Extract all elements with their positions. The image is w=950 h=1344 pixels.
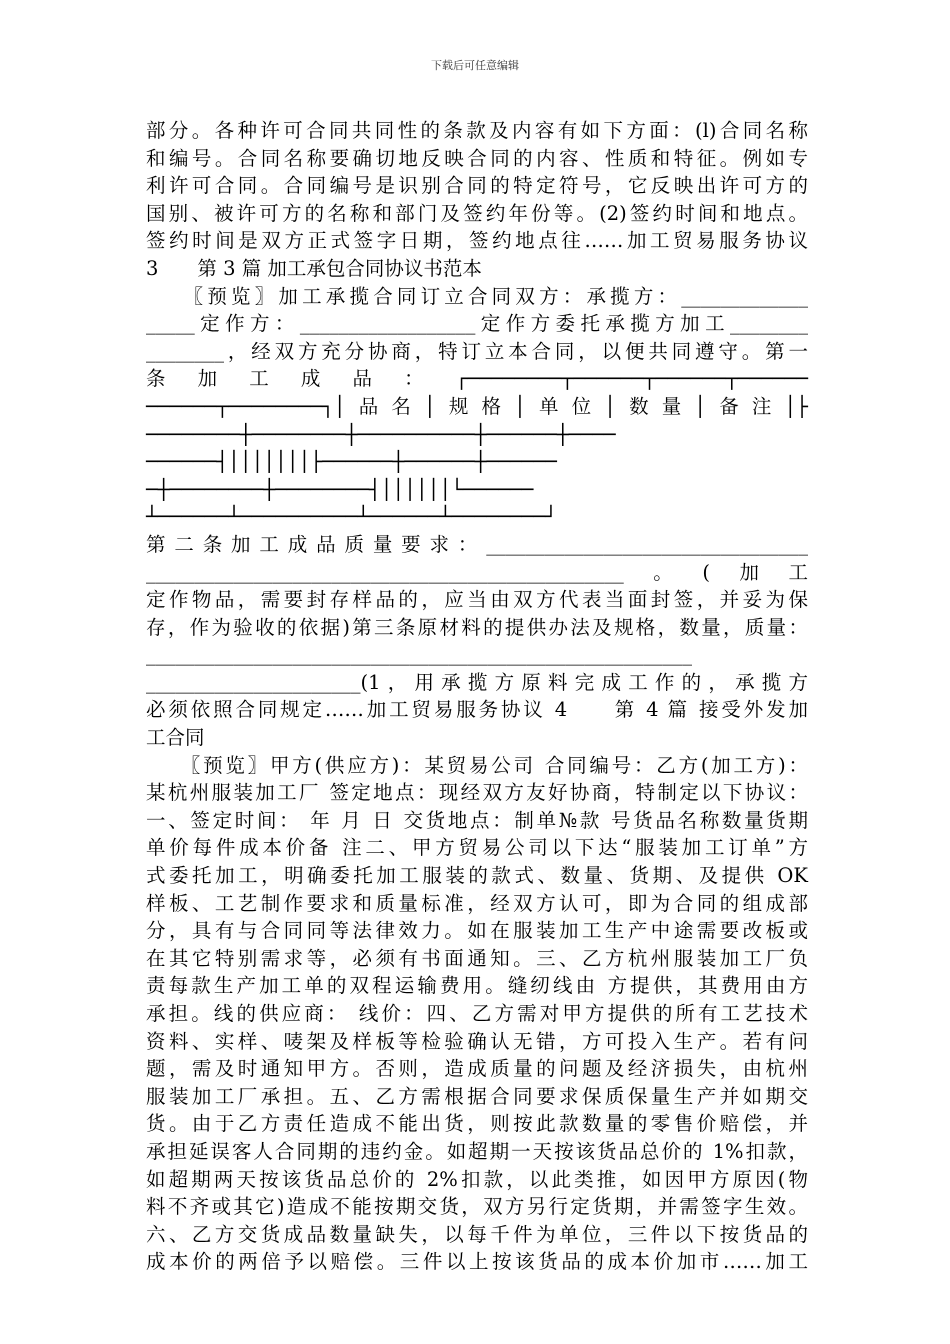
text-line: 〖预览〗加工承揽合同订立合同双方：承揽方：_____________ bbox=[146, 284, 808, 308]
text-line: 存，作为验收的依据)第三条原材料的提供办法及规格，数量，质量： bbox=[146, 615, 808, 639]
table-ascii-line: ──────┬────────┐│品名│规格│单位│数量│备注│├ bbox=[146, 394, 808, 418]
text-line: 部分。各种许可合同共同性的条款及内容有如下方面：(l)合同名称 bbox=[146, 119, 808, 142]
text-line: 承担延误客人合同期的违约金。如超期一天按该货品总价的 1%扣款， bbox=[146, 1139, 808, 1163]
text-line: 单价每件成本价备 注二、甲方贸易公司以下达“服装加工订单”方 bbox=[146, 836, 808, 860]
text-line: 某杭州服装加工厂 签定地点：现经双方友好协商，特制定以下协议： bbox=[146, 781, 808, 805]
text-line: _________________________________________________。(加工 bbox=[146, 560, 808, 584]
text-line: 成本价的两倍予以赔偿。三件以上按该货品的成本价加市……加工 bbox=[146, 1250, 808, 1274]
text-line: 3 第 3 篇 加工承包合同协议书范本 bbox=[146, 256, 482, 280]
text-line: 〖预览〗甲方(供应方)：某贸易公司 合同编号：乙方(加工方)： bbox=[146, 753, 808, 777]
text-line: ______________________(1，用承揽方原料完成工作的，承揽方 bbox=[146, 670, 808, 694]
text-line: 样板、工艺制作要求和质量标准，经双方认可，即为合同的组成部 bbox=[146, 891, 808, 915]
text-line: 料不齐或其它)造成不能按期交货，双方另行定货期，并需签字生效。 bbox=[146, 1195, 808, 1219]
table-ascii-line: ─┼────────┼────────┤││││││└────── bbox=[146, 477, 534, 501]
text-line: 必须依照合同规定……加工贸易服务协议 4 第 4 篇 接受外发加 bbox=[146, 698, 808, 722]
text-line: 如超期两天按该货品总价的 2%扣款，以此类推，如因甲方原因(物 bbox=[146, 1167, 808, 1191]
page-header: 下载后可任意编辑 bbox=[431, 59, 519, 72]
table-ascii-line: ────────┼────────┼──────────┼──────┼──── bbox=[146, 422, 616, 446]
text-line: 服装加工厂承担。五、乙方需根据合同要求保质保量生产并如期交 bbox=[146, 1084, 808, 1108]
text-line: 一、签定时间： 年 月 日 交货地点：制单№款 号货品名称数量货期 bbox=[146, 808, 808, 832]
text-line: 资料、实样、唛架及样板等检验确认无错，方可投入生产。若有问 bbox=[146, 1029, 808, 1053]
text-line: 利许可合同。合同编号是识别合同的特定符号，它反映出许可方的 bbox=[146, 174, 808, 198]
text-line: 货。由于乙方责任造成不能出货，则按此款数量的零售价赔偿，并 bbox=[146, 1112, 808, 1136]
text-line: 六、乙方交货成品数量缺失，以每千件为单位，三件以下按货品的 bbox=[146, 1222, 808, 1246]
text-line: _____定作方：__________________定作方委托承揽方加工________ bbox=[146, 312, 808, 336]
text-line: ________________________________________________________ bbox=[146, 643, 692, 667]
text-line: 定作物品，需要封存样品的，应当由双方代表当面封签，并妥为保 bbox=[146, 588, 808, 612]
text-line: 题，需及时通知甲方。否则，造成质量的问题及经济损失，由杭州 bbox=[146, 1057, 808, 1081]
text-line: 第二条加工成品质量要求：_________________________________ bbox=[146, 532, 808, 556]
document-body bbox=[146, 117, 808, 1276]
text-line: 和编号。合同名称要确切地反映合同的内容、性质和特征。例如专 bbox=[146, 146, 808, 170]
text-line: 式委托加工，明确委托加工服装的款式、数量、货期、及提供 OK bbox=[146, 864, 808, 888]
table-ascii-line: ──────┤│││││││├──────┼──────┼────── bbox=[146, 450, 557, 474]
text-line: 分，具有与合同同等法律效力。如在服装加工生产中途需要改板或 bbox=[146, 919, 808, 943]
table-ascii-line: ┴──────┴──────────┴──────┴────────┘ bbox=[146, 505, 557, 529]
text-line: 国别、被许可方的名称和部门及签约年份等。(2)签约时间和地点。 bbox=[146, 201, 808, 225]
text-line: 承担。线的供应商： 线价：四、乙方需对甲方提供的所有工艺技术 bbox=[146, 1002, 808, 1025]
text-line: ________，经双方充分协商，特订立本合同，以便共同遵守。第一 bbox=[146, 339, 808, 363]
table-ascii-line: 条加工成品：┌────────┬──────┬──────┬────── bbox=[146, 367, 808, 391]
text-line: 责每款生产加工单的双程运输费用。缝纫线由 方提供，其费用由方 bbox=[146, 974, 808, 998]
text-line: 签约时间是双方正式签字日期，签约地点往……加工贸易服务协议 bbox=[146, 229, 808, 253]
text-line: 在其它特别需求等，必须有书面通知。三、乙方杭州服装加工厂负 bbox=[146, 946, 808, 970]
text-line: 工合同 bbox=[146, 726, 205, 750]
